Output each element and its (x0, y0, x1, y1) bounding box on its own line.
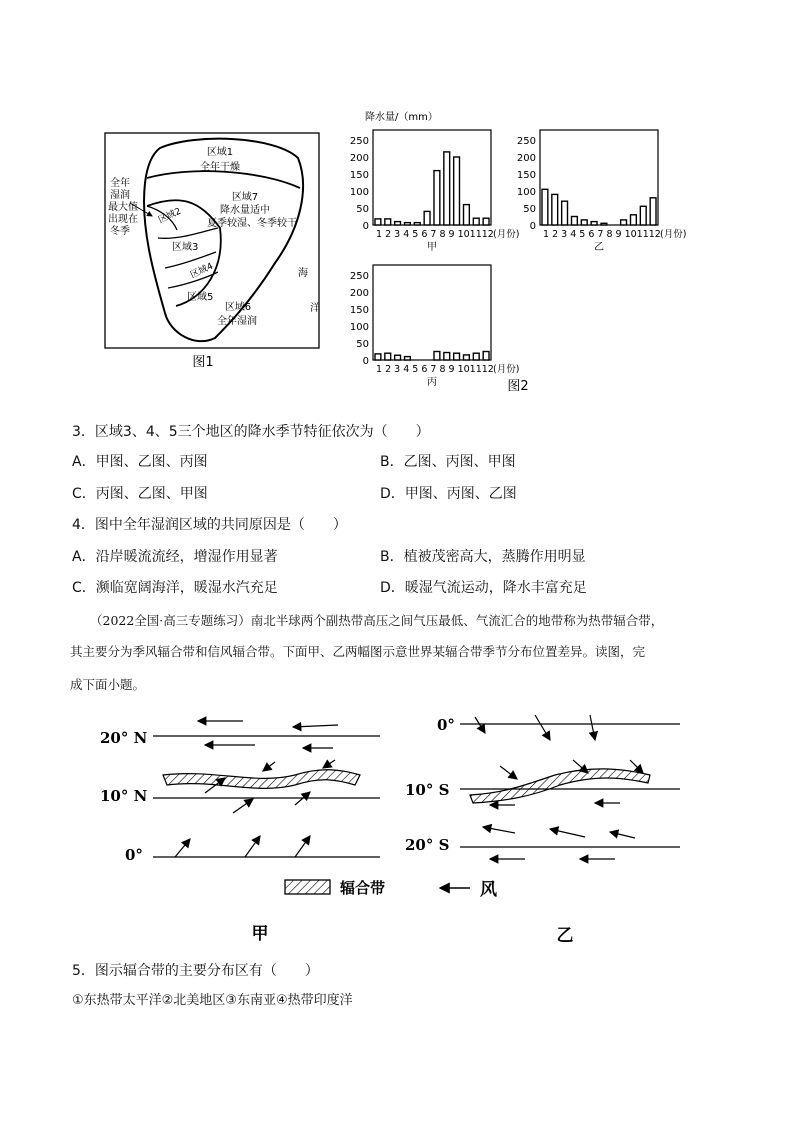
region6-desc: 全年湿润 (217, 316, 257, 327)
lat-20n: 20° N (100, 729, 148, 747)
lat-10n: 10° N (100, 787, 148, 805)
bar (473, 218, 479, 225)
bar (464, 205, 470, 225)
label-yi: 乙 (556, 926, 574, 946)
bar-chart-3 (350, 265, 520, 388)
bar (385, 353, 391, 360)
bar (395, 355, 401, 360)
wind-arrows-left (175, 721, 338, 857)
figure-3-convergence-zone (95, 705, 705, 950)
bar (405, 357, 411, 360)
figure-1-caption: 图1 (192, 355, 214, 370)
q4-option-d[interactable]: D．暖湿气流运动，降水丰富充足 (380, 580, 587, 596)
bar (581, 220, 587, 225)
lat-0-left: 0° (125, 846, 143, 864)
q3-option-a[interactable]: A．甲图、乙图、丙图 (72, 454, 208, 470)
bar (483, 218, 489, 225)
bar (650, 198, 656, 225)
y-tick-label: 0 (362, 221, 369, 232)
month-unit-label: (月份) (493, 364, 520, 375)
bar (562, 201, 568, 225)
y-tick-label: 150 (349, 170, 369, 181)
y-tick-label: 250 (516, 136, 536, 147)
bar (464, 355, 470, 360)
convergence-band-left (163, 770, 360, 789)
month-axis-label: 1 2 3 4 5 6 7 8 9 101112 (376, 229, 494, 240)
bar (375, 354, 381, 360)
wind-arrows-right (475, 715, 643, 859)
bar (375, 219, 381, 225)
passage-line-3: 成下面小题。 (70, 677, 146, 692)
legend-band-swatch (285, 880, 330, 894)
label-jia: 甲 (251, 924, 269, 944)
region4-label: 区域4 (189, 261, 215, 281)
bar-chart-2 (517, 130, 687, 253)
side-note-line: 湿润 (110, 190, 130, 201)
figure-2-precipitation-charts (340, 105, 700, 400)
bar (395, 222, 401, 225)
q3-option-c[interactable]: C．丙图、乙图、甲图 (72, 486, 208, 502)
bar (454, 353, 460, 360)
y-tick-label: 250 (349, 271, 369, 282)
chart-name-label: 甲 (427, 242, 437, 253)
bar (385, 219, 391, 225)
q4-option-a[interactable]: A．沿岸暖流流经，增湿作用显著 (72, 549, 278, 565)
chart-frame (373, 265, 491, 360)
bar (601, 223, 607, 225)
region5-label: 区域5 (187, 292, 214, 303)
bar (454, 157, 460, 225)
legend-band-label: 辐合带 (340, 879, 386, 897)
bar (631, 215, 637, 225)
region7-desc2: 夏季较湿、冬季较干 (207, 218, 297, 229)
bar (414, 223, 420, 225)
bar (424, 211, 430, 225)
lat-0-right: 0° (437, 716, 455, 734)
bar (405, 223, 411, 225)
chart-frame (373, 130, 491, 225)
month-axis-label: 1 2 3 4 5 6 7 8 9 101112 (543, 229, 661, 240)
y-tick-label: 200 (349, 153, 369, 164)
y-tick-label: 0 (529, 221, 536, 232)
side-note-line: 最大值 (108, 202, 138, 213)
sea-label-2: 洋 (310, 303, 320, 314)
q3-stem: 3．区域3、4、5三个地区的降水季节特征依次为（ ） (72, 424, 430, 440)
region6-label: 区域6 (224, 302, 252, 313)
region3-label: 区域3 (172, 242, 199, 253)
bar (483, 352, 489, 361)
y-tick-label: 200 (516, 153, 536, 164)
region1-desc: 全年干燥 (200, 162, 240, 173)
bar-chart-1 (350, 130, 520, 253)
y-tick-label: 250 (349, 136, 369, 147)
y-tick-label: 100 (349, 187, 369, 198)
region1-label: 区域1 (206, 147, 234, 158)
passage-line-1: （2022全国·高三专题练习）南北半球两个副热带高压之间气压最低、气流汇合的地带称为热带辐合带， (90, 613, 664, 628)
y-tick-label: 150 (516, 170, 536, 181)
y-tick-label: 150 (349, 305, 369, 316)
y-tick-label: 0 (362, 356, 369, 367)
side-note-line: 全年 (110, 178, 130, 189)
lat-10s: 10° S (405, 781, 450, 799)
y-tick-label: 100 (349, 322, 369, 333)
unit-label: 降水量/（mm） (365, 112, 438, 123)
bar (444, 353, 450, 360)
side-note (108, 176, 138, 237)
figure-2-caption: 图2 (507, 379, 529, 394)
bar (434, 171, 440, 225)
q3-option-b[interactable]: B．乙图、丙图、甲图 (380, 454, 516, 470)
bar (591, 222, 597, 225)
region2-label: 区域2 (157, 206, 183, 226)
lat-20s: 20° S (405, 836, 450, 854)
y-tick-label: 200 (349, 288, 369, 299)
convergence-band-right (470, 769, 650, 803)
q4-option-c[interactable]: C．濒临宽阔海洋，暖湿水汽充足 (72, 580, 278, 596)
month-unit-label: (月份) (660, 229, 687, 240)
region7-desc1: 降水量适中 (220, 205, 270, 216)
y-tick-label: 50 (356, 339, 369, 350)
bar (640, 206, 646, 225)
bar (444, 152, 450, 225)
side-note-line: 冬季 (110, 226, 130, 237)
y-tick-label: 50 (356, 204, 369, 215)
bar (542, 189, 548, 225)
q5-stem: 5．图示辐合带的主要分布区有（ ） (72, 963, 319, 979)
q3-option-d[interactable]: D．甲图、丙图、乙图 (380, 486, 517, 502)
region7-label: 区域7 (231, 192, 259, 203)
bar (552, 194, 558, 225)
q5-options: ①东热带太平洋②北美地区③东南亚④热带印度洋 (72, 993, 353, 1008)
q4-stem: 4．图中全年湿润区域的共同原因是（ ） (72, 517, 347, 533)
month-unit-label: (月份) (493, 229, 520, 240)
y-tick-label: 100 (516, 187, 536, 198)
q4-option-b[interactable]: B．植被茂密高大，蒸腾作用明显 (380, 549, 586, 565)
bar (621, 220, 627, 225)
chart-name-label: 乙 (594, 242, 604, 253)
legend-wind-label: 风 (480, 880, 497, 900)
chart-name-label: 丙 (427, 377, 437, 388)
figure-1-region-map (100, 128, 325, 373)
side-note-line: 出现在 (108, 214, 138, 225)
passage-line-2: 其主要分为季风辐合带和信风辐合带。下面甲、乙两幅图示意世界某辐合带季节分布位置差异。读图，完 (70, 644, 646, 659)
sea-label-1: 海 (298, 268, 308, 279)
bar (572, 217, 578, 226)
bar (434, 352, 440, 361)
y-tick-label: 50 (523, 204, 536, 215)
month-axis-label: 1 2 3 4 5 6 7 8 9 101112 (376, 364, 494, 375)
bar (473, 353, 479, 360)
